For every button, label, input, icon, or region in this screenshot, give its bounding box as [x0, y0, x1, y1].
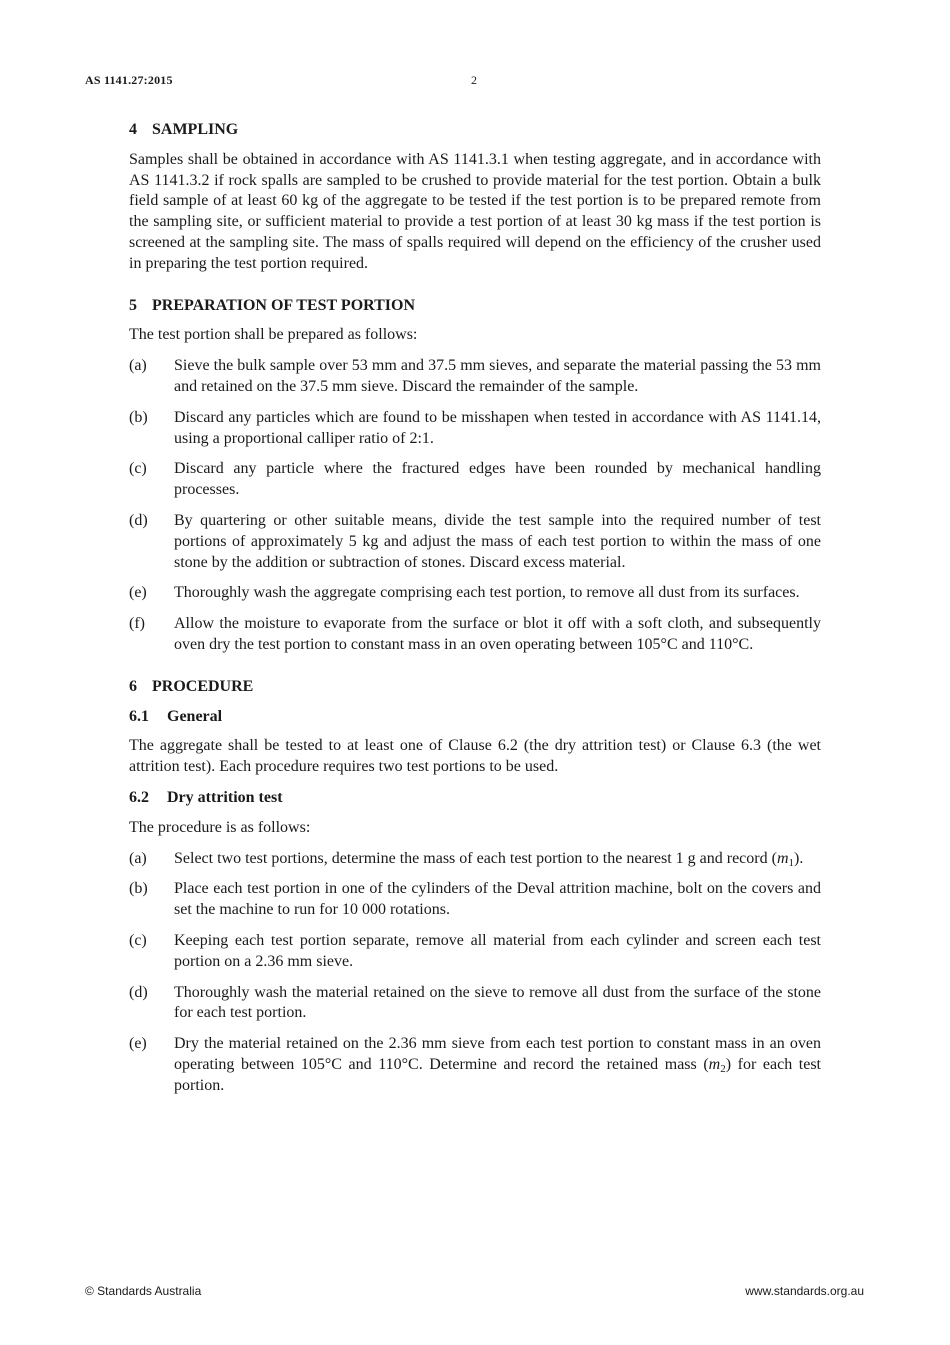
section-4-paragraph: Samples shall be obtained in accordance with AS 1141.3.1 when testing aggregate, and in accordance with AS 1141.3.2 if rock spalls are sampled to be crushed to provide material for the test portion. Obtain a bulk field sample of at least 60 kg of the aggregate to be tested if the test portion is to be prepared remote from the sampling site, or sufficient material to provide a test portion of at least 30 kg mass if the test portion is screened at the sampling site. The mass of spalls required will depend on the efficiency of the crusher used in preparing the test portion required.: [129, 150, 821, 272]
list-item: (f) Allow the moisture to evaporate from the surface or blot it off with a soft cloth, and subsequently oven dry the test portion to constant mass in an oven operating between 105°C and 110°C.: [129, 615, 821, 653]
procedure-list: [129, 849, 821, 1097]
list-item: (c) Keeping each test portion separate, remove all material from each cylinder and screen each test portion on a 2.36 mm sieve.: [129, 931, 821, 970]
section-5-intro: The test portion shall be prepared as follows:: [129, 326, 418, 344]
document-code: AS 1141.27:2015: [85, 73, 173, 87]
list-item: (a) Sieve the bulk sample over 53 mm and 37.5 mm sieves, and separate the material passing the 53 mm and retained on the 37.5 mm sieve. Discard the remainder of the sample.: [129, 357, 821, 395]
section-6-2-heading: 6.2 Dry attrition test: [129, 788, 283, 806]
section-6-2-intro: The procedure is as follows:: [129, 818, 311, 836]
list-item: (e) Thoroughly wash the aggregate comprising each test portion, to remove all dust from its surfaces.: [129, 584, 800, 602]
section-5-heading: 5 PREPARATION OF TEST PORTION: [129, 296, 416, 314]
list-item: (a) Select two test portions, determine the mass of each test portion to the nearest 1 g and record $(m_1)$.: [129, 849, 804, 869]
section-4-heading: 4 SAMPLING: [129, 121, 239, 138]
list-item: (e) Dry the material retained on the 2.36 mm sieve from each test portion to constant mass in an oven operating between 105°C and 110°C. Determine and record the retained mass $(m_2)$ for each test portion.: [129, 1035, 821, 1094]
list-item: (b) Discard any particles which are found to be misshapen when tested in accordance with AS 1141.14, using a proportional calliper ratio of 2:1.: [129, 408, 821, 447]
list-item: (b) Place each test portion in one of the cylinders of the Deval attrition machine, bolt on the covers and set the machine to run for 10 000 rotations.: [129, 880, 821, 919]
section-6-1-paragraph: The aggregate shall be tested to at least one of Clause 6.2 (the dry attrition test) or Clause 6.3 (the wet attrition test). Each procedure requires two test portions to be used.: [129, 737, 821, 776]
list-item: (d) Thoroughly wash the material retained on the sieve to remove all dust from the surface of the stone for each test portion.: [129, 983, 821, 1022]
preparation-list: [129, 356, 821, 656]
document-body: [129, 120, 821, 1106]
copyright-notice: © Standards Australia: [85, 1284, 202, 1298]
section-6-1-heading: 6.1 General: [129, 707, 223, 725]
list-item: (d) By quartering or other suitable means, divide the test sample into the required number of test portions of approximately 5 kg and adjust the mass of each test portion to within the mass of one stone by the addition or subtraction of stones. Discard excess material.: [129, 511, 821, 571]
list-item: (c) Discard any particle where the fractured edges have been rounded by mechanical handling processes.: [129, 460, 821, 499]
page-number: 2: [471, 73, 477, 87]
website-url: www.standards.org.au: [745, 1284, 864, 1298]
section-6-heading: 6 PROCEDURE: [129, 677, 254, 695]
